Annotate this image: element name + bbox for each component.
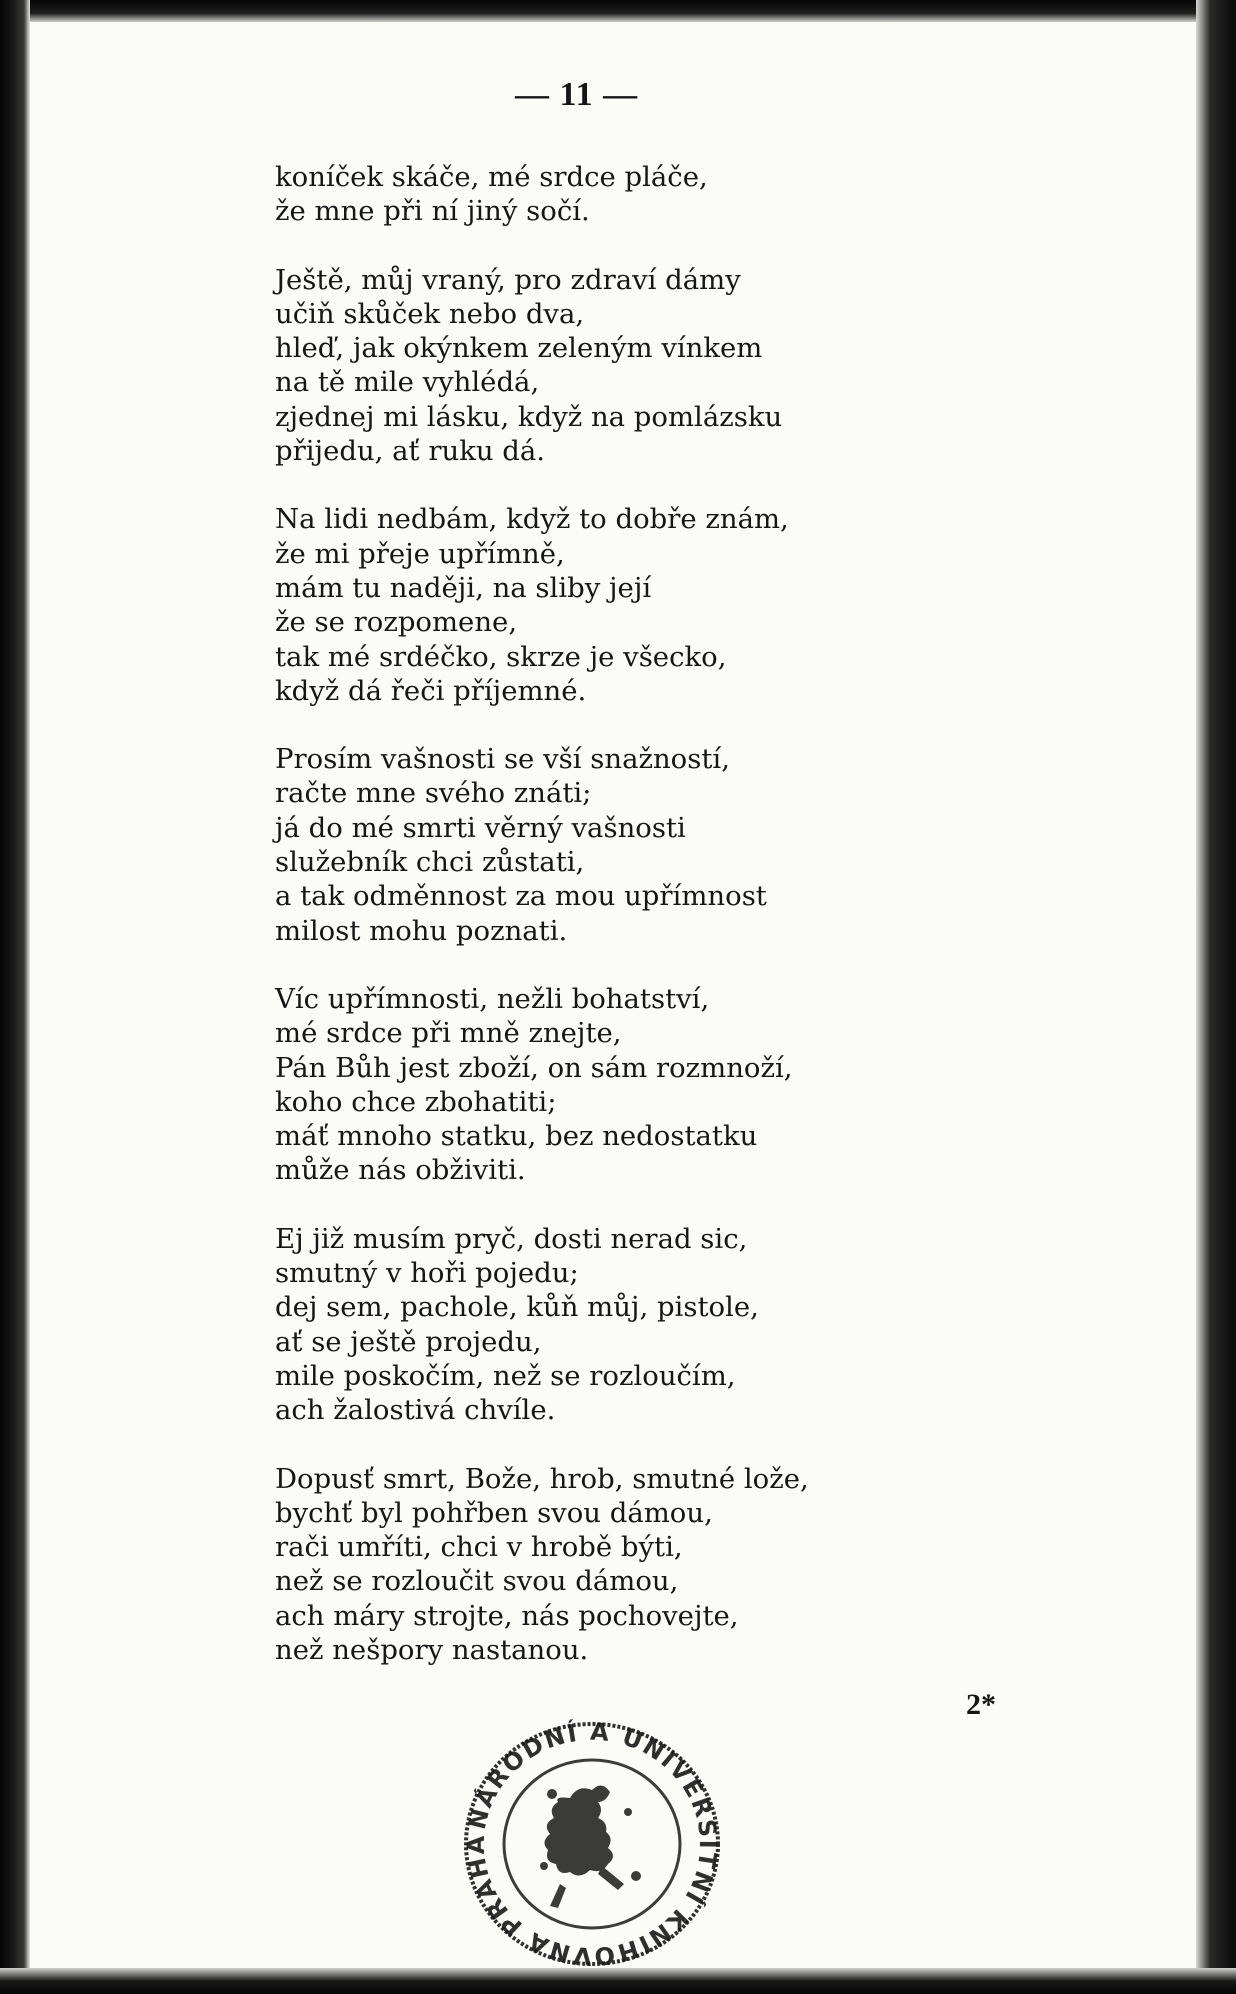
printer-signature-mark: 2* xyxy=(966,1688,996,1721)
verse-line: račte mne svého znáti; xyxy=(275,777,592,810)
verse-line: koho chce zbohatiti; xyxy=(275,1085,557,1118)
verse-line: že mi přeje upřímně, xyxy=(275,537,565,570)
verse-line: ať se ještě projedu, xyxy=(275,1325,542,1358)
verse-line: Víc upřímnosti, nežli bohatství, xyxy=(275,982,710,1015)
stanza xyxy=(275,742,1175,948)
verse-line: Dopusť smrt, Bože, hrob, smutné lože, xyxy=(275,1462,809,1495)
verse-line: Prosím vašnosti se vší snažností, xyxy=(275,743,730,776)
verse-line: přijedu, ať ruku dá. xyxy=(275,435,546,468)
verse-line: Na lidi nedbám, když to dobře znám, xyxy=(275,503,789,536)
library-stamp xyxy=(452,1716,732,1972)
scan-right-edge xyxy=(1196,0,1236,1994)
verse-line: zjednej mi lásku, když na pomlázsku xyxy=(275,400,783,433)
verse-line: učiň skůček nebo dva, xyxy=(275,297,585,330)
verse-line: tak mé srdéčko, skrze je všecko, xyxy=(275,640,727,673)
verse-line: Pán Bůh jest zboží, on sám rozmnoží, xyxy=(275,1051,793,1084)
verse-line: že mne při ní jiný sočí. xyxy=(275,195,590,228)
poem-text xyxy=(275,160,1175,1701)
scan-top-edge xyxy=(0,0,1236,22)
verse-line: služebník chci zůstati, xyxy=(275,846,585,879)
verse-line: Ej již musím pryč, dosti nerad sic, xyxy=(275,1222,748,1255)
verse-line: dej sem, pachole, kůň můj, pistole, xyxy=(275,1291,759,1324)
book-spine-shadow xyxy=(0,0,30,1994)
verse-line: a tak odměnnost za mou upřímnost xyxy=(275,880,767,913)
verse-line: máť mnoho statku, bez nedostatku xyxy=(275,1120,758,1153)
stanza xyxy=(275,1222,1175,1428)
verse-line: smutný v hoři pojedu; xyxy=(275,1257,579,1290)
verse-line: může nás obživiti. xyxy=(275,1154,526,1187)
verse-line: ach máry strojte, nás pochovejte, xyxy=(275,1599,739,1632)
stanza xyxy=(275,982,1175,1188)
verse-line: mile poskočím, než se rozloučím, xyxy=(275,1359,736,1392)
verse-line: rači umříti, chci v hrobě býti, xyxy=(275,1531,683,1564)
verse-line: mé srdce při mně znejte, xyxy=(275,1017,622,1050)
stanza xyxy=(275,160,1175,229)
stanza xyxy=(275,1462,1175,1668)
verse-line: když dá řeči příjemné. xyxy=(275,674,587,707)
verse-line: že se rozpomene, xyxy=(275,606,518,639)
verse-line: bychť byl pohřben svou dámou, xyxy=(275,1496,713,1529)
verse-line: ach žalostivá chvíle. xyxy=(275,1394,556,1427)
stamp-text: NÁRODNÍ A UNIVERSITNÍ KNIHOVNA PRAHA xyxy=(461,1717,723,1971)
stanza xyxy=(275,263,1175,469)
verse-line: milost mohu poznati. xyxy=(275,914,568,947)
page-number: — 11 — xyxy=(515,76,639,113)
heraldic-lion-icon xyxy=(540,1785,641,1908)
verse-line: Ještě, můj vraný, pro zdraví dámy xyxy=(275,263,741,296)
verse-line: já do mé smrti věrný vašnosti xyxy=(275,811,686,844)
verse-line: mám tu naději, na sliby její xyxy=(275,571,652,604)
verse-line: než nešpory nastanou. xyxy=(275,1633,589,1666)
verse-line: hleď, jak okýnkem zeleným vínkem xyxy=(275,332,763,365)
verse-line: koníček skáče, mé srdce pláče, xyxy=(275,161,708,193)
stanza xyxy=(275,502,1175,708)
verse-line: než se rozloučit svou dámou, xyxy=(275,1565,679,1598)
verse-line: na tě mile vyhlédá, xyxy=(275,366,540,399)
